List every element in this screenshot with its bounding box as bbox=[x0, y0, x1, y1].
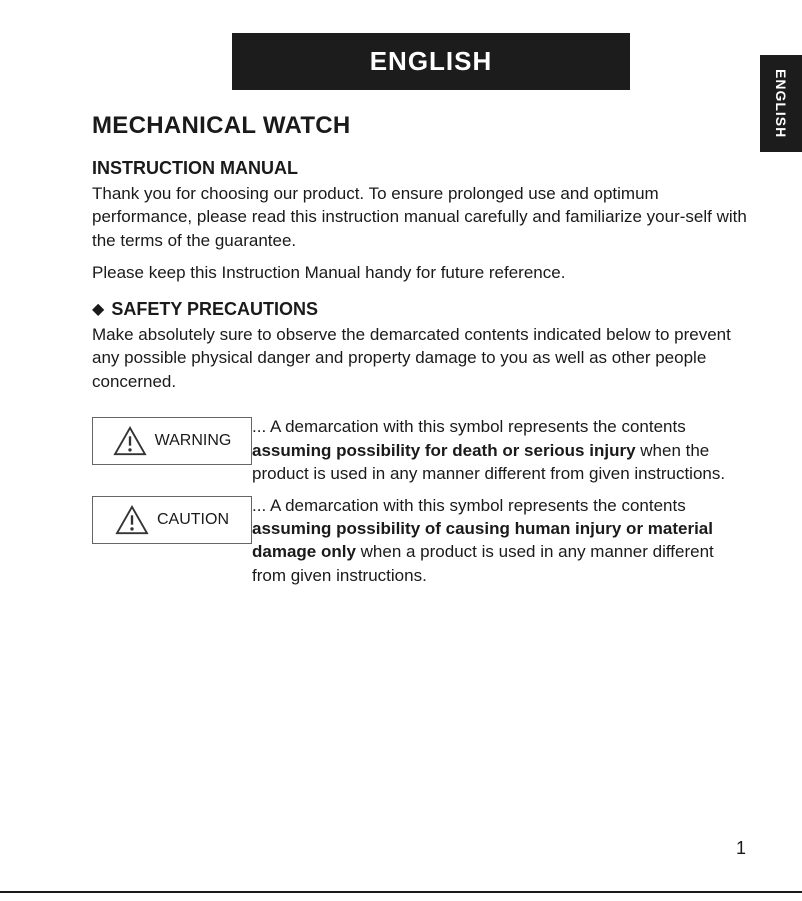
safety-intro-paragraph: Make absolutely sure to observe the demarcated contents indicated below to prevent any possible physical danger and property damage to you as well as other people concerned. bbox=[92, 324, 731, 391]
side-tab-label: ENGLISH bbox=[773, 68, 789, 139]
warning-notice-row bbox=[92, 415, 752, 485]
warning-text-prefix: ... A demarcation with this symbol represents the contents bbox=[252, 417, 686, 437]
caution-text-bold: assuming possibility of causing human injury or material damage only bbox=[252, 518, 713, 562]
caution-text-prefix: ... A demarcation with this symbol represents the contents bbox=[252, 495, 686, 515]
page-title: MECHANICAL WATCH bbox=[92, 112, 351, 139]
manual-subtitle: INSTRUCTION MANUAL bbox=[92, 158, 298, 178]
warning-triangle-icon bbox=[113, 426, 147, 456]
keep-manual-note: Please keep this Instruction Manual handy for future reference. bbox=[92, 263, 566, 283]
diamond-bullet-icon: ◆ bbox=[92, 301, 105, 319]
warning-box bbox=[92, 417, 252, 465]
caution-text-suffix: when a product is used in any manner different from given instructions. bbox=[252, 542, 714, 585]
safety-notices bbox=[92, 415, 752, 587]
bottom-rule bbox=[0, 891, 802, 893]
safety-heading-label: SAFETY PRECAUTIONS bbox=[111, 298, 319, 319]
page-number: 1 bbox=[735, 838, 746, 858]
caution-box bbox=[92, 496, 252, 544]
safety-precautions-heading bbox=[92, 299, 752, 320]
page-content bbox=[92, 112, 752, 595]
intro-paragraph: Thank you for choosing our product. To ensure prolonged use and optimum performance, please read this instruction manual carefully and familiarize your-self with the terms of the guarantee. bbox=[92, 184, 747, 250]
warning-text-bold: assuming possibility for death or serious injury bbox=[252, 440, 636, 460]
warning-description bbox=[252, 415, 752, 485]
caution-description bbox=[252, 494, 752, 588]
warning-label: WARNING bbox=[154, 432, 232, 450]
banner-label: ENGLISH bbox=[369, 46, 493, 76]
caution-triangle-icon bbox=[115, 505, 149, 535]
language-side-tab bbox=[760, 55, 802, 152]
language-banner bbox=[232, 33, 630, 90]
caution-notice-row bbox=[92, 494, 752, 588]
caution-label: CAUTION bbox=[157, 510, 229, 528]
warning-text-suffix: when the product is used in any manner different from given instructions. bbox=[252, 440, 726, 484]
